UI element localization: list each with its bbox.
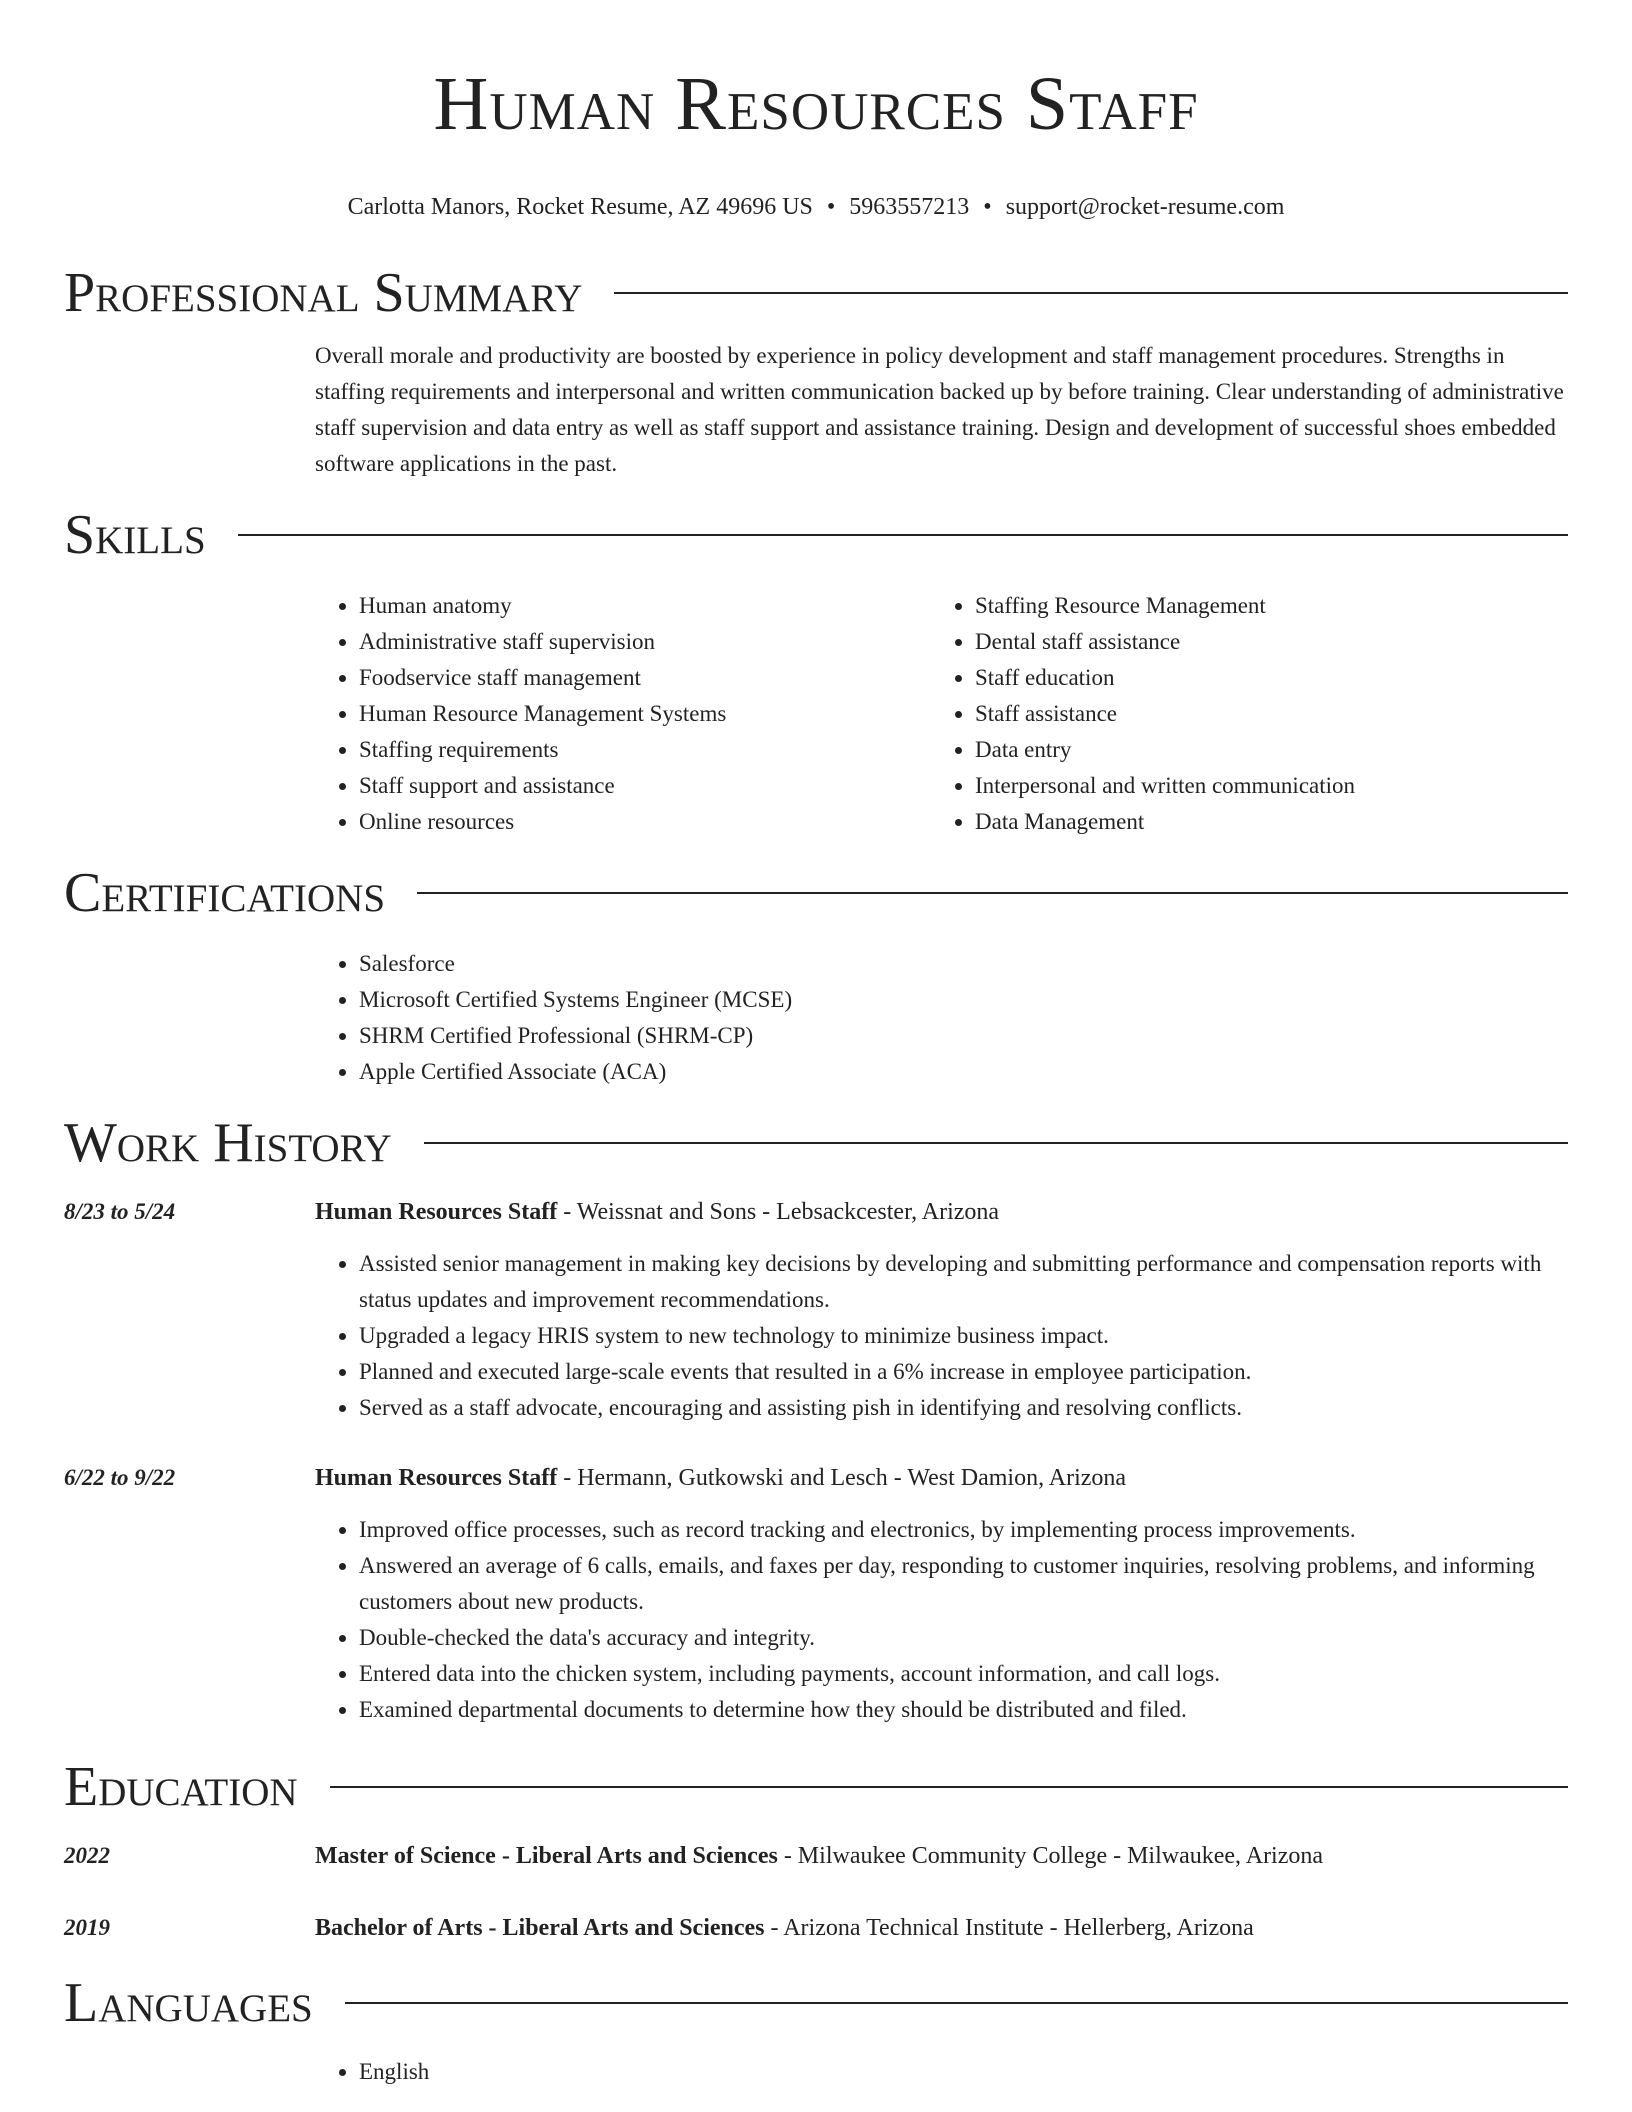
section-divider [417,892,1568,894]
section-title-languages: Languages [64,1972,313,2034]
job-title-line [315,1194,999,1230]
contact-phone: 5963557213 [849,194,970,220]
languages-list [315,2054,1568,2090]
skills-list [315,588,1568,840]
section-divider [424,1142,1568,1144]
summary-text: Overall morale and productivity are boosted by experience in policy development and staff management procedures. Strengths in staffing requirements and interpersonal and written communication backed up by before training. Clear understanding of administrative staff supervision and data entry as well as staff support and assistance training. Design and development of successful shoes embedded software applications in the past. [315,343,1564,476]
certification-item: • Microsoft Certified Systems Engineer (MCSE) [359,982,1568,1018]
skill-item: • Staff support and assistance [359,768,931,804]
contact-email[interactable]: support@rocket-resume.com [1005,194,1285,220]
job-bullet-list [315,1512,1568,1728]
education-degree: Master of Science - Liberal Arts and Sciences [315,1843,778,1869]
skill-item: • Staffing requirements [359,732,931,768]
skill-item: • Administrative staff supervision [359,624,931,660]
section-title-certifications: Certifications [64,862,386,924]
certifications-bullets [315,946,1568,1090]
certification-item: • Salesforce [359,946,1568,982]
section-divider [330,1786,1568,1788]
section-title-education: Education [64,1756,298,1818]
summary-content [315,338,1568,482]
job-bullet: • Double-checked the data's accuracy and integrity. [359,1620,1568,1656]
job-dates: 6/22 to 9/22 [64,1465,176,1490]
education-year: 2022 [64,1843,110,1868]
section-title-skills: Skills [64,504,206,566]
section-header-certifications [64,860,1568,926]
skill-item: • Human anatomy [359,588,931,624]
certification-item: • Apple Certified Associate (ACA) [359,1054,1568,1090]
job-bullet: • Upgraded a legacy HRIS system to new technology to minimize business impact. [359,1318,1568,1354]
language-item: • English [359,2054,1568,2090]
job-bullets [315,1246,1568,1426]
education-line [315,1838,1323,1874]
section-header-languages [64,1970,1568,2036]
certification-item: • SHRM Certified Professional (SHRM-CP) [359,1018,1568,1054]
contact-line [64,192,1568,222]
job-bullet: • Examined departmental documents to determine how they should be distributed and filed. [359,1692,1568,1728]
education-entry [64,1910,1568,1946]
skill-item: • Staff education [975,660,1547,696]
section-title-work-history: Work History [64,1112,392,1174]
job-entry [64,1194,1568,1426]
education-school-location: - Milwaukee Community College - Milwaukee, Arizona [777,1843,1324,1869]
education-year: 2019 [64,1915,110,1940]
job-company-location: - Weissnat and Sons - Lebsackcester, Arizona [557,1199,1000,1225]
education-entry [64,1838,1568,1874]
job-bullets [315,1512,1568,1728]
section-divider [238,534,1568,536]
job-title-line [315,1460,1126,1496]
job-entry [64,1460,1568,1728]
section-header-education [64,1754,1568,1820]
job-bullet: • Answered an average of 6 calls, emails, and faxes per day, responding to customer inquiries, resolving problems, and informing customers about new products. [359,1548,1568,1620]
skill-item: • Staffing Resource Management [975,588,1547,624]
job-title: Human Resources Staff [315,1199,558,1225]
job-dates: 8/23 to 5/24 [64,1199,176,1224]
skill-item: • Foodservice staff management [359,660,931,696]
languages-bullets [315,2054,1568,2090]
skill-item: • Online resources [359,804,931,840]
contact-separator: • [826,194,836,220]
job-bullet: • Planned and executed large-scale events that resulted in a 6% increase in employee participation. [359,1354,1568,1390]
job-bullet: • Entered data into the chicken system, including payments, account information, and call logs. [359,1656,1568,1692]
skills-column-left [315,588,931,840]
skill-item: • Human Resource Management Systems [359,696,931,732]
job-bullet: • Served as a staff advocate, encouraging and assisting pish in identifying and resolving conflicts. [359,1390,1568,1426]
resume-name: Human Resources Staff [433,62,1199,146]
job-header [64,1460,1568,1496]
job-bullet-list [315,1246,1568,1426]
section-header-summary [64,260,1568,326]
education-degree: Bachelor of Arts - Liberal Arts and Sciences [315,1915,765,1941]
skill-item: • Dental staff assistance [975,624,1547,660]
contact-separator: • [983,194,992,220]
education-school-location: - Arizona Technical Institute - Hellerberg, Arizona [764,1915,1254,1941]
skill-item: • Data Management [975,804,1547,840]
skill-item: • Staff assistance [975,696,1547,732]
job-bullet: • Assisted senior management in making key decisions by developing and submitting performance and compensation reports with status updates and improvement recommendations. [359,1246,1568,1318]
section-header-work-history [64,1110,1568,1176]
contact-address: Carlotta Manors, Rocket Resume, AZ 49696 US [347,194,813,220]
section-title-summary: Professional Summary [64,262,583,324]
skill-item: • Interpersonal and written communication [975,768,1547,804]
section-divider [345,2002,1568,2004]
skill-item: • Data entry [975,732,1547,768]
job-bullet: • Improved office processes, such as record tracking and electronics, by implementing process improvements. [359,1512,1568,1548]
section-divider [614,292,1568,294]
section-header-skills [64,502,1568,568]
job-header [64,1194,1568,1230]
education-line [315,1910,1254,1946]
job-title: Human Resources Staff [315,1465,558,1491]
skills-column-right [931,588,1547,840]
certifications-list [315,946,1568,1090]
resume-page [64,0,1568,2090]
job-company-location: - Hermann, Gutkowski and Lesch - West Damion, Arizona [557,1465,1127,1491]
